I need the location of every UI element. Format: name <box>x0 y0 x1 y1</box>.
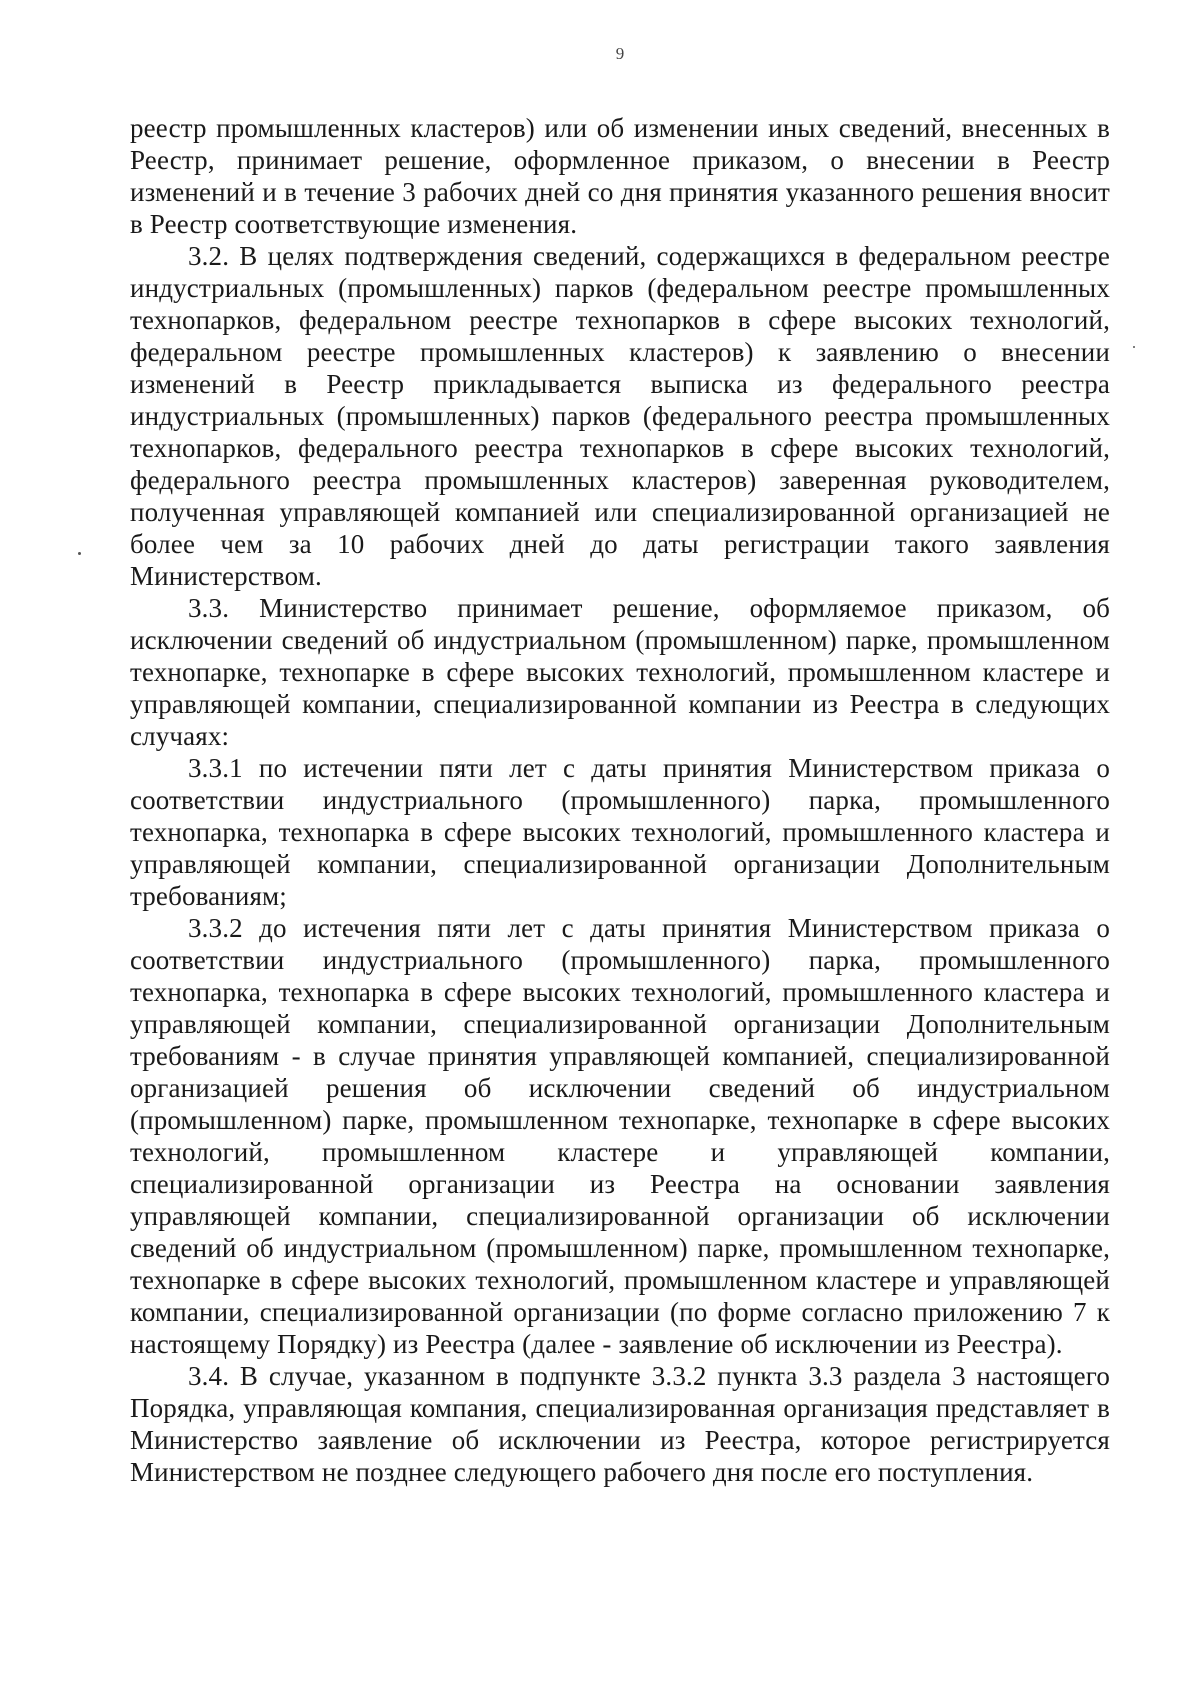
scan-speck <box>78 552 81 555</box>
paragraph-3-4: 3.4. В случае, указанном в подпункте 3.3.2 пункта 3.3 раздела 3 настоящего Порядка, управляющая компания, специализированная организация представляет в Министерство заявление об исключении из Реестра, которое регистрируется Министерством не позднее следующего рабочего дня после его поступления. <box>130 1361 1110 1487</box>
paragraph-3-3: 3.3. Министерство принимает решение, оформляемое приказом, об исключении сведений об индустриальном (промышленном) парке, промышленном технопарке, технопарке в сфере высоких технологий, промышленном кластере и управляющей компании, специализированной компании из Реестра в следующих случаях: <box>130 593 1110 751</box>
paragraph-3-2: 3.2. В целях подтверждения сведений, содержащихся в федеральном реестре индустриальных (промышленных) парков (федеральном реестре промышленных технопарков, федеральном реестре технопарков в сфере высоких технологий, федеральном реестре промышленных кластеров) к заявлению о внесении изменений в Реестр прикладывается выписка из федерального реестра индустриальных (промышленных) парков (федерального реестра промышленных технопарков, федерального реестра технопарков в сфере высоких технологий, федерального реестра промышленных кластеров) заверенная руководителем, полученная управляющей компанией или специализированной организацией не более чем за 10 рабочих дней до даты регистрации такого заявления Министерством. <box>130 241 1110 591</box>
paragraph-3-3-2: 3.3.2 до истечения пяти лет с даты принятия Министерством приказа о соответствии индустриального (промышленного) парка, промышленного технопарка, технопарка в сфере высоких технологий, промышленного кластера и управляющей компании, специализированной организации Дополнительным требованиям - в случае принятия управляющей компанией, специализированной организацией решения об исключении сведений об индустриальном (промышленном) парке, промышленном технопарке, технопарке в сфере высоких технологий, промышленном кластере и управляющей компании, специализированной организации из Реестра на основании заявления управляющей компании, специализированной организации об исключении сведений об индустриальном (промышленном) парке, промышленном технопарке, технопарке в сфере высоких технологий, промышленном кластере и управляющей компании, специализированной организации (по форме согласно приложению 7 к настоящему Порядку) из Реестра (далее - заявление об исключении из Реестра). <box>130 913 1110 1359</box>
paragraph-continuation: реестр промышленных кластеров) или об изменении иных сведений, внесенных в Реестр, принимает решение, оформленное приказом, о внесении в Реестр изменений и в течение 3 рабочих дней со дня принятия указанного решения вносит в Реестр соответствующие изменения. <box>130 113 1110 239</box>
paragraph-3-3-1: 3.3.1 по истечении пяти лет с даты принятия Министерством приказа о соответствии индустриального (промышленного) парка, промышленного технопарка, технопарка в сфере высоких технологий, промышленного кластера и управляющей компании, специализированной организации Дополнительным требованиям; <box>130 753 1110 911</box>
page-number: 9 <box>615 44 625 63</box>
scan-speck <box>1133 346 1135 348</box>
document-body <box>130 112 1110 1488</box>
